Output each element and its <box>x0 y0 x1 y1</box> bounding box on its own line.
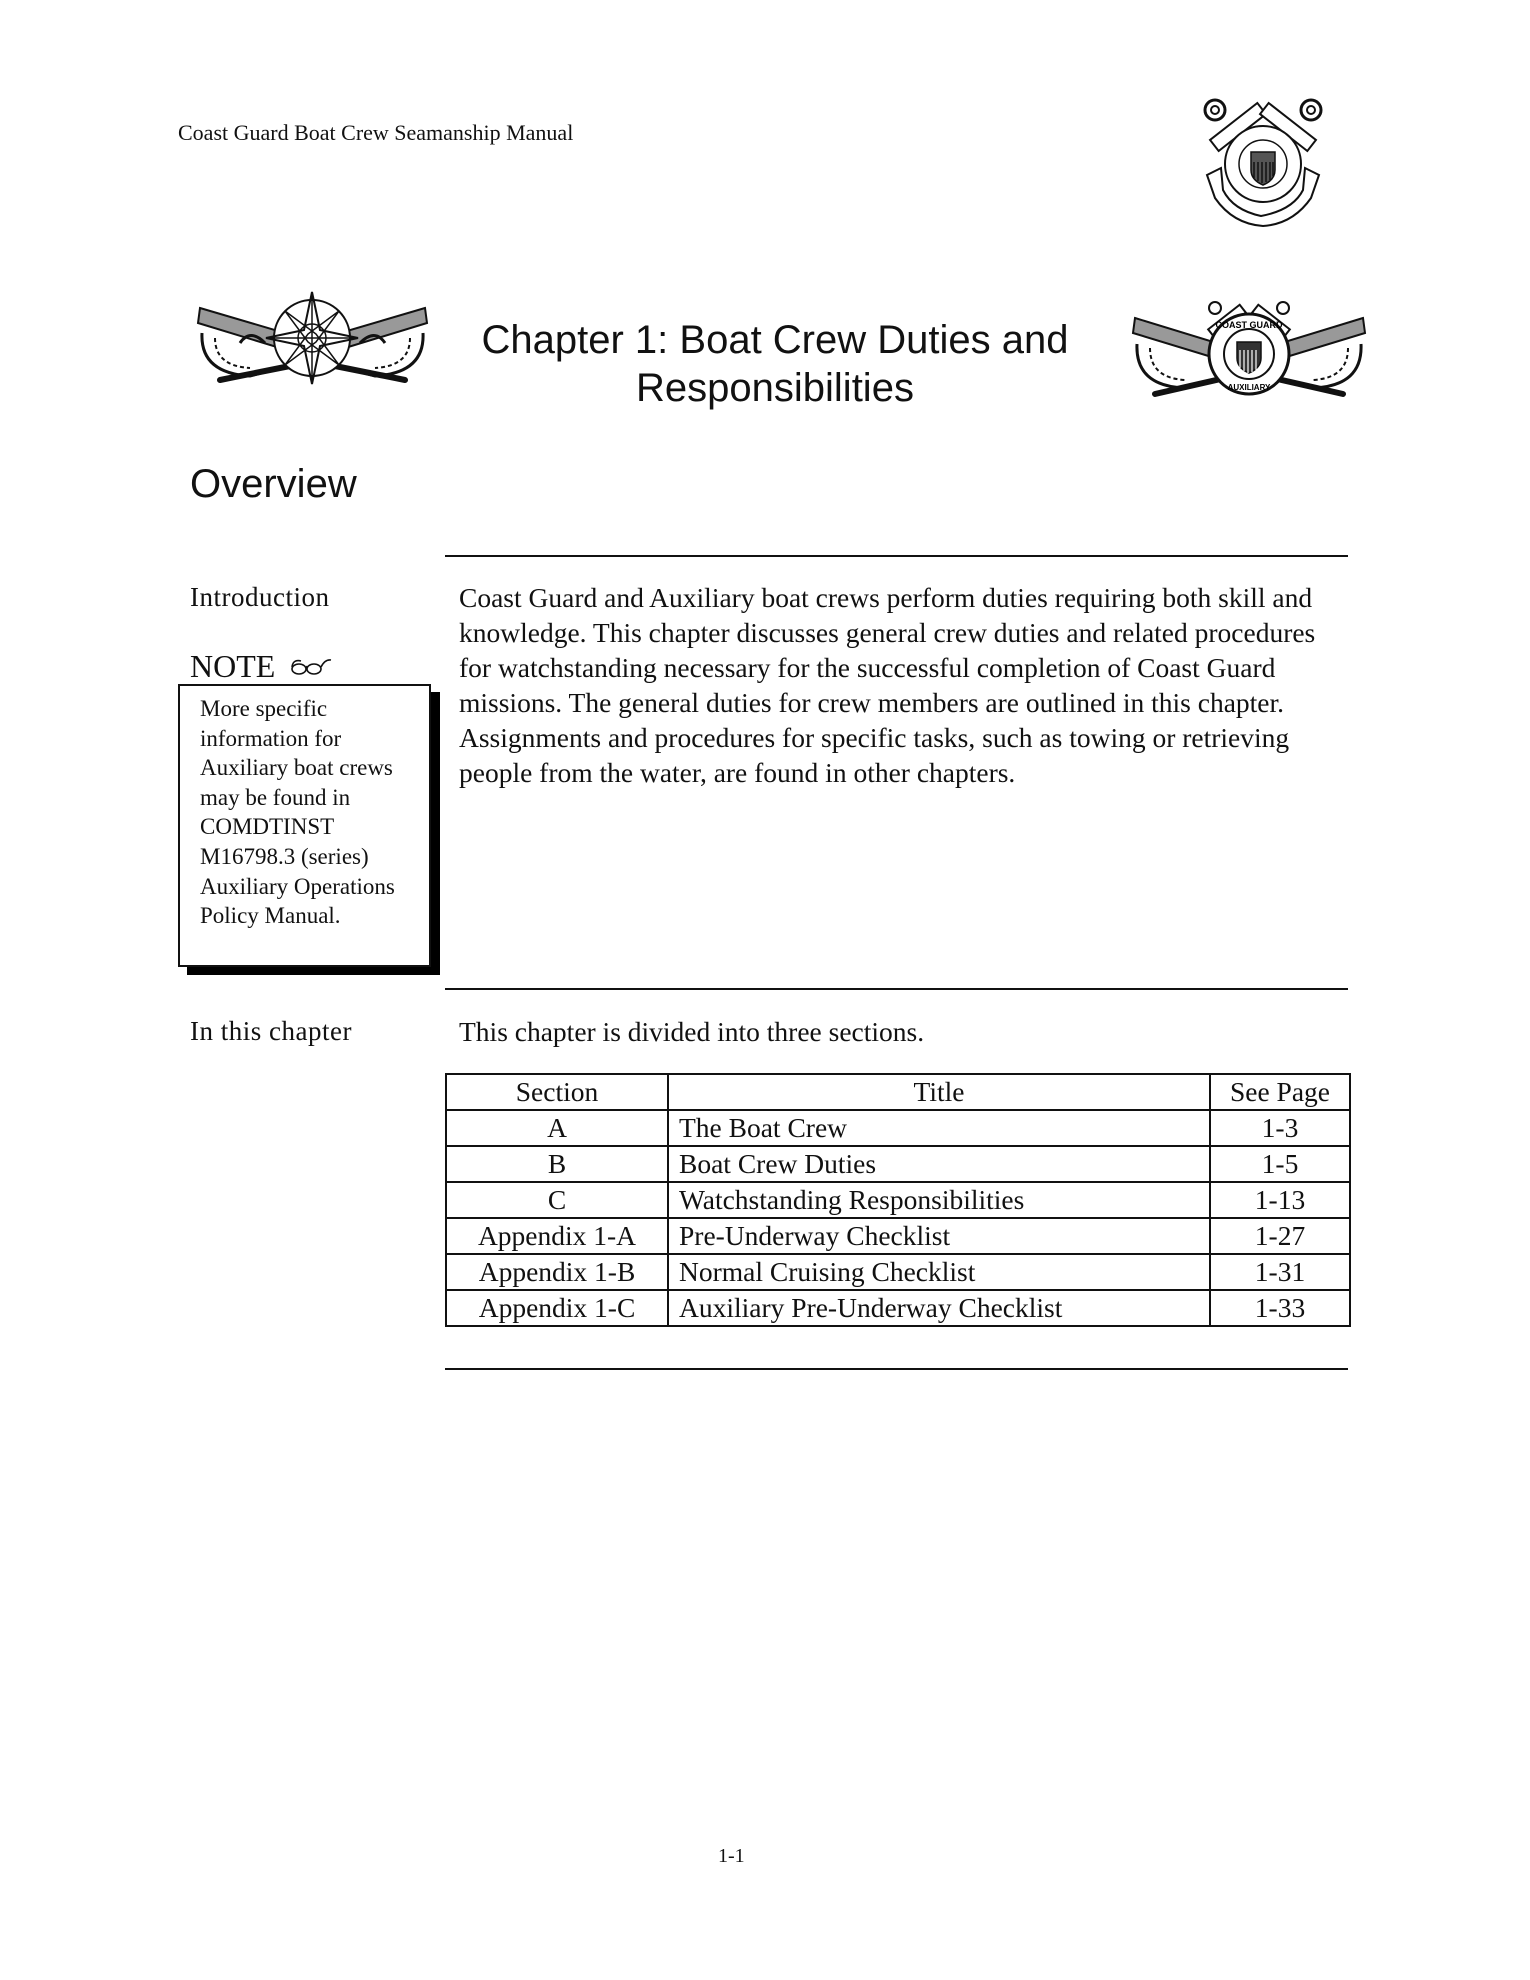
eyeglasses-icon <box>289 648 333 685</box>
introduction-body: Coast Guard and Auxiliary boat crews perform duties requiring both skill and knowledge. This chapter discusses general crew duties and related procedures for watchstanding necessary for the successful completion of Coast Guard missions. The general duties for crew members are outlined in this chapter. Assignments and procedures for specific tasks, such as towing or retrieving people from the water, are found in other chapters. <box>459 582 1316 788</box>
cell-page: 1-5 <box>1210 1146 1350 1182</box>
introduction-label: Introduction <box>190 582 330 612</box>
divider-rule <box>445 1368 1348 1370</box>
table-row <box>446 1110 1350 1146</box>
cell-page: 1-3 <box>1210 1110 1350 1146</box>
table-row <box>446 1290 1350 1326</box>
table-row <box>446 1254 1350 1290</box>
cell-page: 1-13 <box>1210 1182 1350 1218</box>
divider-rule <box>445 988 1348 990</box>
cell-title: Normal Cruising Checklist <box>668 1254 1210 1290</box>
cell-title: Auxiliary Pre-Underway Checklist <box>668 1290 1210 1326</box>
cell-section: Appendix 1-C <box>446 1290 668 1326</box>
chapter-title-line-1: Chapter 1: Boat Crew Duties and <box>481 318 1069 362</box>
cell-section: B <box>446 1146 668 1182</box>
chapter-title <box>455 316 1095 412</box>
cell-page: 1-27 <box>1210 1218 1350 1254</box>
cell-page: 1-31 <box>1210 1254 1350 1290</box>
note-callout-box <box>178 684 431 967</box>
running-header: Coast Guard Boat Crew Seamanship Manual <box>178 120 574 145</box>
table-row <box>446 1146 1350 1182</box>
divider-rule <box>445 555 1348 557</box>
cell-title: Watchstanding Responsibilities <box>668 1182 1210 1218</box>
chapter-title-line-2: Responsibilities <box>636 366 914 410</box>
table-row <box>446 1218 1350 1254</box>
cell-title: Boat Crew Duties <box>668 1146 1210 1182</box>
cell-section: C <box>446 1182 668 1218</box>
sections-table <box>445 1073 1351 1327</box>
note-heading <box>190 648 333 685</box>
cell-page: 1-33 <box>1210 1290 1350 1326</box>
in-this-chapter-label: In this chapter <box>190 1016 352 1046</box>
svg-text:COAST GUARD: COAST GUARD <box>1215 320 1283 330</box>
note-text: More specific information for Auxiliary boat crews may be found in COMDTINST M16798.3 (series) Auxiliary Operations Policy Manual. <box>200 696 395 929</box>
column-header-see-page: See Page <box>1210 1074 1350 1110</box>
note-label: NOTE <box>190 648 276 684</box>
coast-guard-auxiliary-insignia-icon <box>1125 296 1373 406</box>
cell-title: Pre-Underway Checklist <box>668 1218 1210 1254</box>
table-header-row <box>446 1074 1350 1110</box>
cell-title: The Boat Crew <box>668 1110 1210 1146</box>
cell-section: Appendix 1-B <box>446 1254 668 1290</box>
in-this-chapter-intro: This chapter is divided into three sections. <box>459 1016 925 1047</box>
svg-text:AUXILIARY: AUXILIARY <box>1227 383 1271 392</box>
column-header-section: Section <box>446 1074 668 1110</box>
cell-section: A <box>446 1110 668 1146</box>
coast-guard-seal-icon <box>1193 90 1333 230</box>
boat-crew-insignia-icon <box>190 288 435 388</box>
page-number: 1-1 <box>718 1845 745 1867</box>
section-heading-overview: Overview <box>190 462 357 506</box>
column-header-title: Title <box>668 1074 1210 1110</box>
cell-section: Appendix 1-A <box>446 1218 668 1254</box>
table-row <box>446 1182 1350 1218</box>
